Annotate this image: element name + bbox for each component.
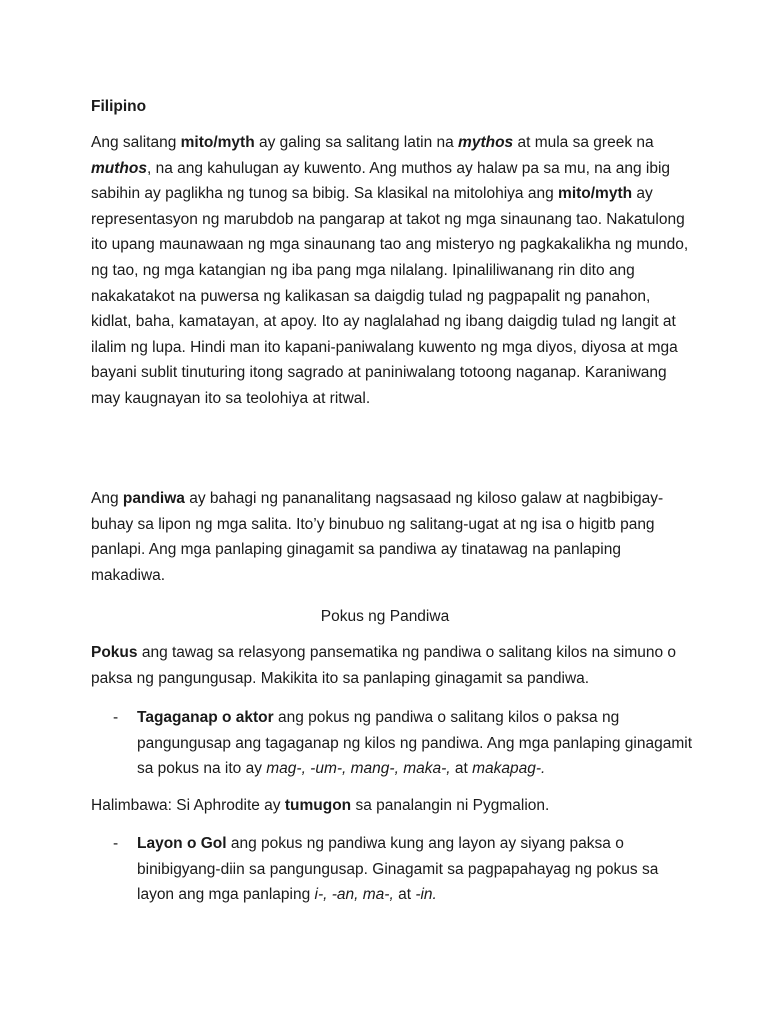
list-item-tagaganap: [113, 705, 693, 782]
text-run: ay galing sa salitang latin na: [254, 134, 459, 151]
bold-term: mito/myth: [180, 134, 255, 151]
text-run: ang tawag sa relasyong pansematika ng pandiwa o salitang kilos na simuno o paksa ng pangungusap. Makikita ito sa panlaping ginagamit sa pandiwa.: [91, 644, 677, 687]
example-sentence: [91, 793, 691, 819]
text-run: at: [450, 760, 473, 778]
text-run: , na ang kahulugan ay kuwento. Ang muthos ay halaw pa sa mu, na ang ibig sabihin ay paglikha ng tunog sa bibig. Sa klasikal na mitolohiya ang: [91, 159, 671, 203]
list-item-layon: [113, 831, 693, 908]
bold-term: Layon o Gol: [137, 835, 227, 852]
list-item-text: [137, 831, 693, 908]
text-run: ay bahagi ng pananalitang nagsasaad ng kiloso galaw at nagbibigay-buhay sa lipon ng mga salita. Ito’y binubuo ng salitang-ugat at ng isa o higitb pang panlapi. Ang mga panlaping ginagamit sa pandiwa ay tinatawag na panlaping makadiwa.: [91, 490, 664, 584]
bold-term: tumugon: [284, 797, 352, 814]
list-dash: -: [113, 835, 119, 852]
bold-italic-term: muthos: [91, 159, 147, 177]
italic-affixes: -in.: [415, 886, 437, 904]
text-run: Ang: [91, 490, 123, 507]
bold-term: mito/myth: [558, 185, 633, 203]
text-run: Halimbawa: Si Aphrodite ay: [91, 797, 285, 814]
list-dash: -: [113, 709, 119, 726]
bold-term: Pokus: [91, 644, 138, 661]
text-run: Ang salitang: [91, 134, 181, 151]
paragraph-pandiwa: [91, 486, 691, 588]
text-run: ay representasyon ng marubdob na pangarap at takot ng mga sinaunang tao. Nakatulong ito upang maunawaan ng mga sinaunang tao ang misteryo ng pagkakalikha ng mundo, ng tao, ng mga katangian ng iba pang mga nilalang. Ipinaliliwanang rin dito ang nakakatakot na puwersa ng kalikasan sa daigdig tulad ng pagpapalit ng panahon, kidlat, baha, kamatayan, at apoy. Ito ay naglalahad ng ibang daigdig tulad ng langit at ilalim ng lupa. Hindi man ito kapani-paniwalang kuwento ng mga diyos, diyosa at mga bayani sublit tinuturing itong sagrado at paniniwalang totoong naganap. Karaniwang may kaugnayan ito sa teolohiya at ritwal.: [91, 185, 689, 407]
italic-affixes: makapag-.: [472, 760, 546, 778]
text-run: ang pokus ng pandiwa kung ang layon ay siyang paksa o binibigyang-diin sa pangungusap. Ginagamit sa pagpapahayag ng pokus sa layon ang mga panlaping: [137, 835, 659, 904]
bold-italic-term: mythos: [458, 134, 514, 151]
paragraph-pokus: [91, 640, 691, 691]
document-heading: Filipino: [91, 98, 147, 115]
paragraph-mito: [91, 130, 691, 412]
text-run: at mula sa greek na: [513, 134, 654, 151]
bold-term: Tagaganap o aktor: [137, 709, 274, 726]
list-item-text: [137, 705, 693, 782]
italic-affixes: mag-, -um-, mang-, maka-,: [266, 760, 451, 778]
text-run: sa panalangin ni Pygmalion.: [351, 797, 550, 814]
bold-term: pandiwa: [122, 490, 185, 507]
text-run: at: [393, 886, 416, 904]
text-run: ang pokus ng pandiwa o salitang kilos o paksa ng pangungusap ang tagaganap ng kilos ng pandiwa. Ang mga panlaping ginagamit sa pokus na ito ay: [137, 709, 692, 778]
italic-affixes: i-, -an, ma-,: [314, 886, 394, 904]
section-title: Pokus ng Pandiwa: [320, 608, 450, 625]
